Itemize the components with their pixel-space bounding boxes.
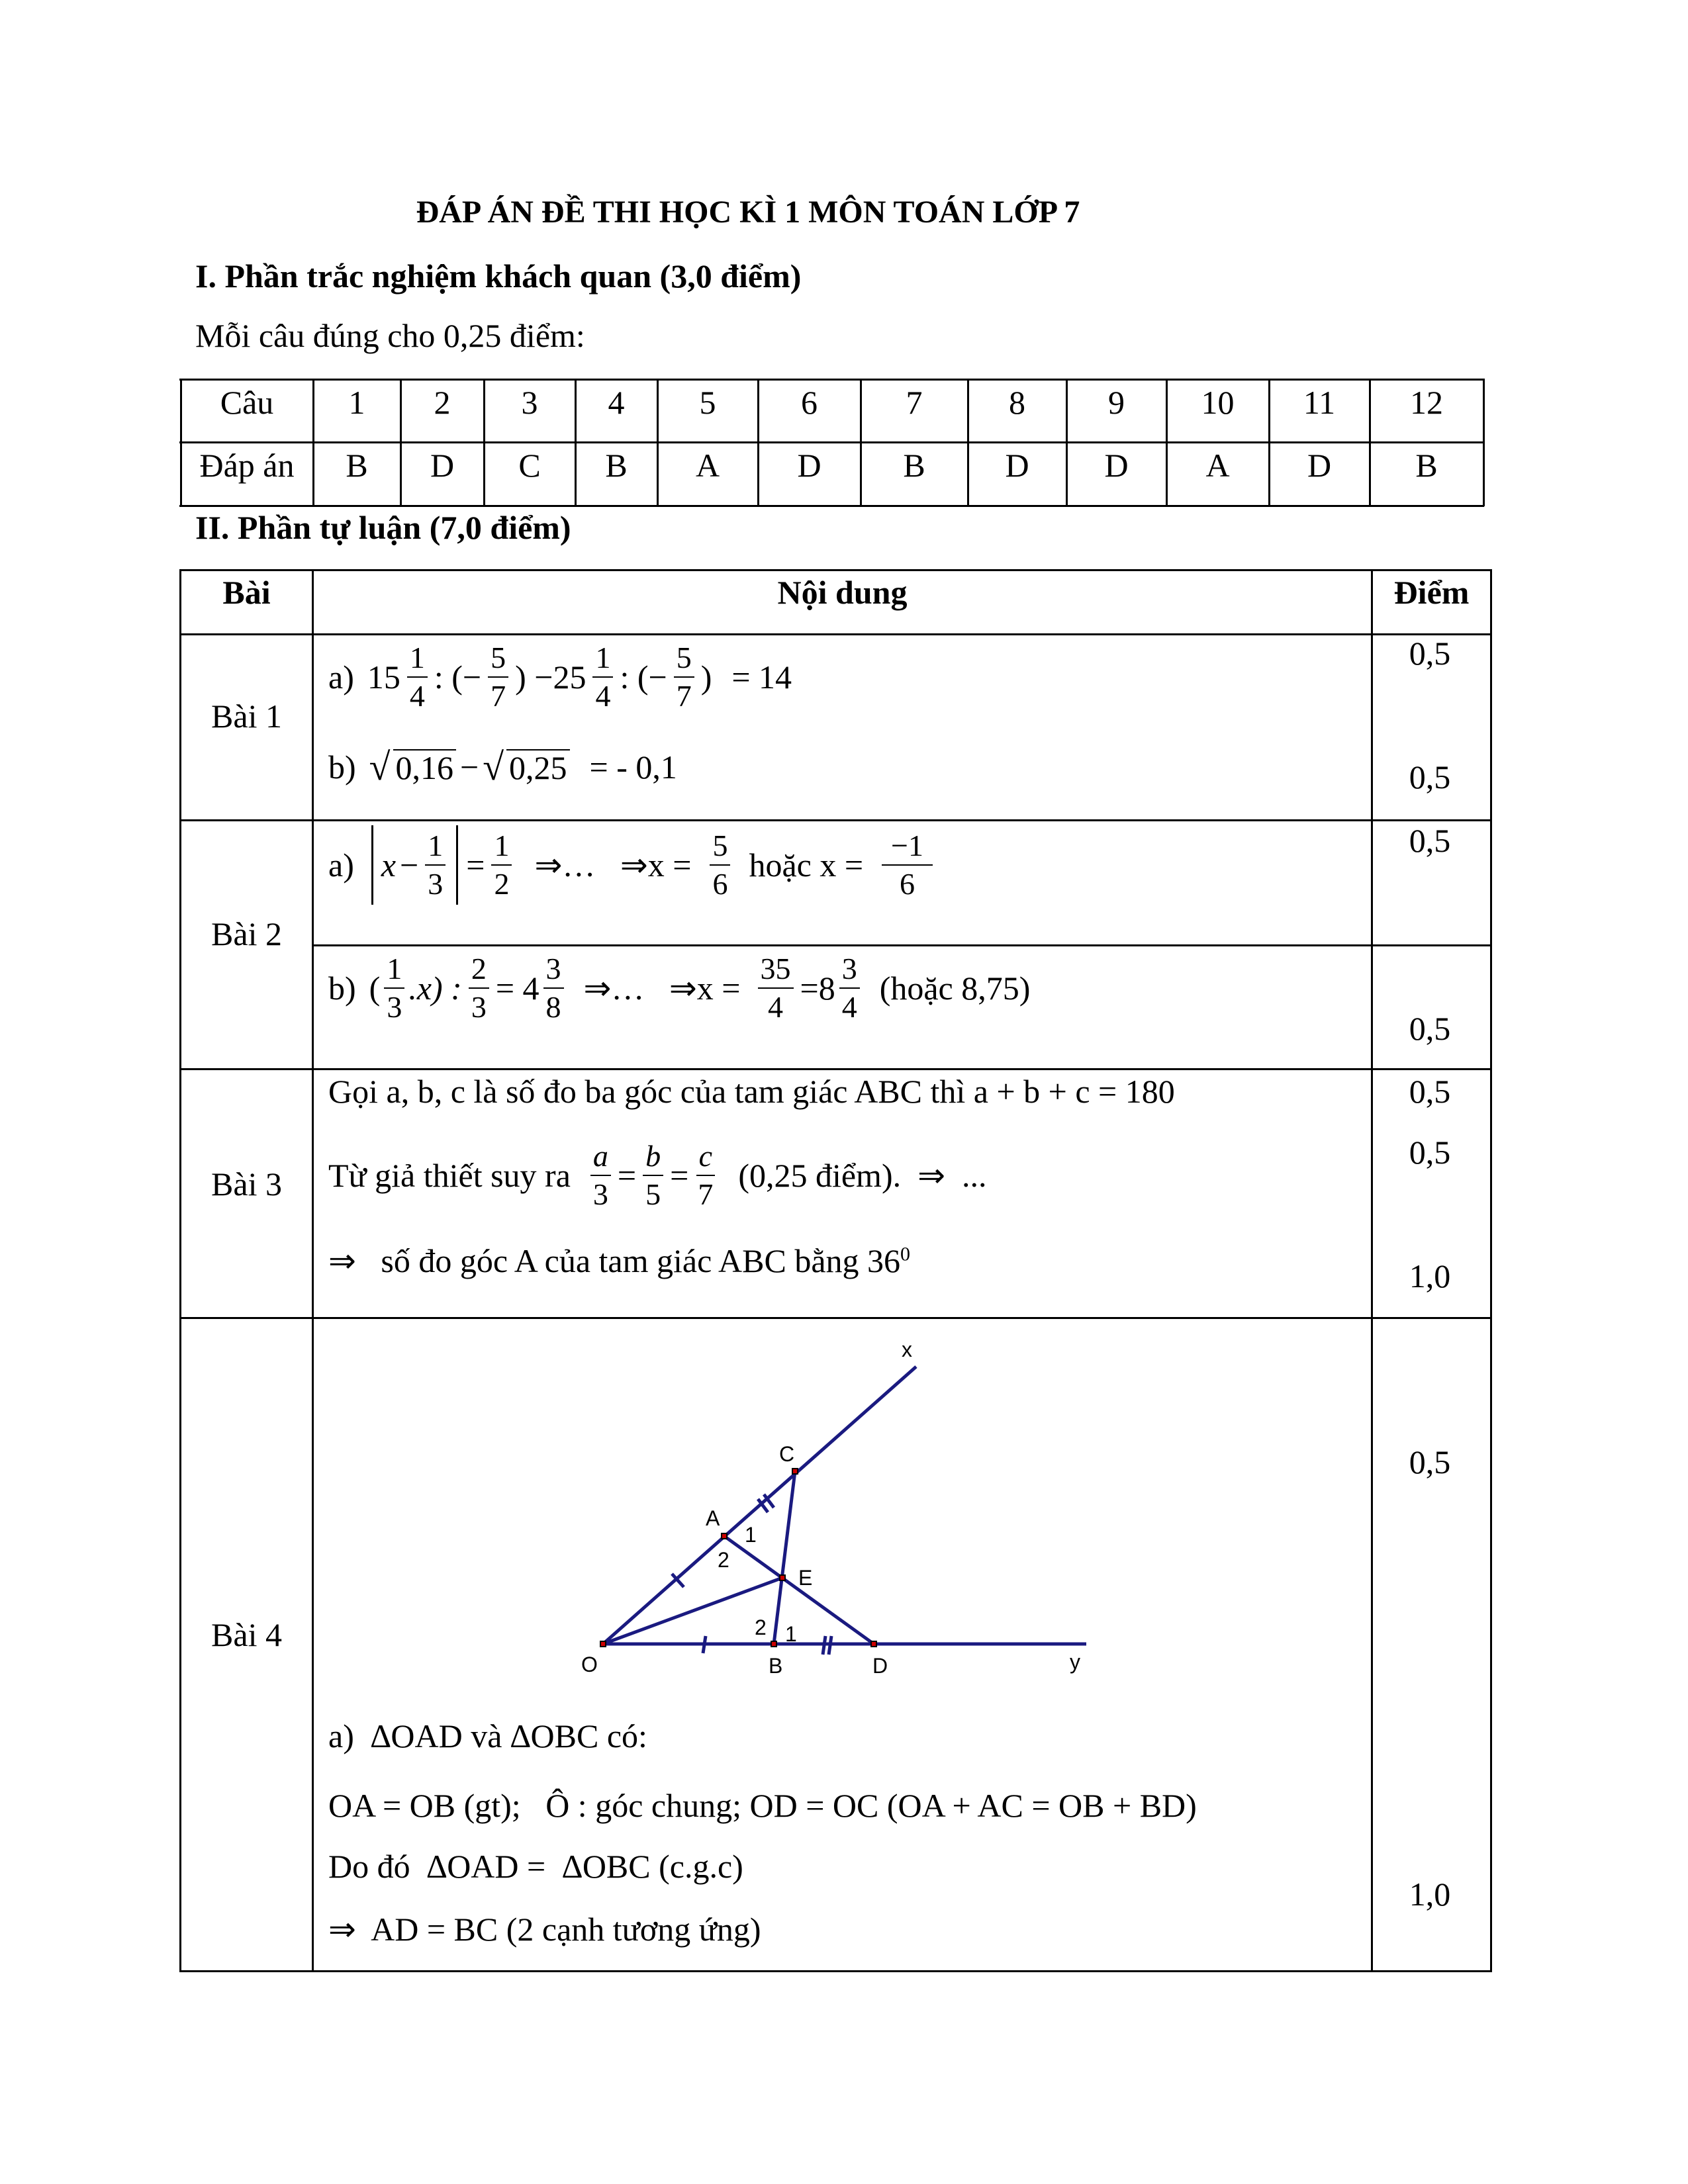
- question-number-cell: 11: [1303, 384, 1336, 421]
- question-number-cell: 10: [1201, 384, 1235, 421]
- denominator: 6: [712, 867, 728, 901]
- prefix: a): [328, 659, 354, 696]
- numerator: 35: [758, 950, 794, 989]
- result: = 14: [731, 659, 792, 696]
- score: 0,5: [1409, 758, 1451, 796]
- numerator: 1: [592, 639, 613, 678]
- operator: ) −25: [515, 659, 586, 696]
- operator: : (−: [620, 659, 667, 696]
- label-angle-a1: 1: [745, 1523, 757, 1547]
- question-number-cell: 5: [699, 384, 716, 421]
- text: ⇒ số đo góc A của tam giác ABC bằng 36: [328, 1242, 901, 1279]
- answer-cell: B: [346, 447, 368, 484]
- operator: −: [400, 846, 419, 884]
- operator: ): [700, 659, 712, 696]
- sqrt-icon: √: [369, 745, 391, 788]
- numerator: 2: [469, 950, 489, 989]
- score: 0,5: [1409, 1443, 1451, 1480]
- prefix: b): [328, 970, 356, 1007]
- point-e: [780, 1575, 785, 1580]
- implication: ⇒… ⇒x =: [583, 970, 741, 1007]
- bai4-label: Bài 4: [211, 1616, 282, 1653]
- label-y: y: [1070, 1650, 1080, 1674]
- numerator: 5: [488, 639, 508, 678]
- label-d: D: [872, 1654, 888, 1678]
- bai1-label: Bài 1: [211, 698, 282, 735]
- question-number-cell: 7: [906, 384, 923, 421]
- answer-cell: D: [1104, 447, 1129, 484]
- point-a: [722, 1533, 727, 1539]
- numerator: 1: [425, 827, 445, 866]
- radicand: 0,25: [506, 749, 570, 785]
- text: Từ giả thiết suy ra: [328, 1156, 571, 1194]
- label-b: B: [769, 1654, 783, 1678]
- bai3-line1: Gọi a, b, c là số đo ba góc của tam giác ABC thì a + b + c = 180: [328, 1073, 1175, 1110]
- tail: (0,25 điểm). ⇒ ...: [738, 1156, 987, 1194]
- point-d: [871, 1641, 876, 1647]
- denominator: 7: [676, 679, 692, 713]
- numerator: 1: [407, 639, 428, 678]
- label-angle-b1: 1: [785, 1622, 797, 1646]
- denominator: 7: [698, 1177, 714, 1211]
- answer-cell: A: [1205, 447, 1230, 484]
- operator: =: [670, 1156, 689, 1194]
- denominator: 5: [645, 1177, 661, 1211]
- answer-cell: D: [797, 447, 821, 484]
- numerator: 5: [710, 827, 730, 866]
- alternative: (hoặc 8,75): [879, 970, 1031, 1007]
- header-noidung: Nội dung: [777, 574, 908, 611]
- score: 0,5: [1409, 822, 1451, 859]
- score: 0,5: [1409, 1073, 1451, 1110]
- label-x: x: [902, 1338, 912, 1361]
- numerator: 3: [543, 950, 564, 989]
- answer-row-label: Đáp án: [199, 447, 295, 484]
- sqrt-icon: √: [483, 745, 504, 788]
- operator: : (−: [434, 659, 482, 696]
- bai4-line2: OA = OB (gt); Ô : góc chung; OD = OC (OA + AC = OB + BD): [328, 1787, 1197, 1824]
- question-row-label: Câu: [220, 384, 274, 421]
- tick-bd: [829, 1636, 831, 1655]
- answer-cell: C: [518, 447, 541, 484]
- question-number-cell: 8: [1009, 384, 1025, 421]
- point-c: [792, 1469, 798, 1474]
- denominator: 7: [491, 679, 506, 713]
- tick-bd: [823, 1636, 825, 1655]
- implication: ⇒… ⇒x =: [534, 846, 692, 884]
- label-angle-b2: 2: [755, 1615, 767, 1639]
- denominator: 4: [409, 679, 425, 713]
- operator: =: [617, 1156, 637, 1194]
- part2-heading: II. Phần tự luận (7,0 điểm): [195, 509, 571, 546]
- operator: = 4: [495, 970, 539, 1007]
- label-angle-a2: 2: [718, 1548, 729, 1572]
- label-e: E: [798, 1566, 813, 1590]
- answer-cell: D: [430, 447, 455, 484]
- part1-note: Mỗi câu đúng cho 0,25 điểm:: [195, 317, 585, 354]
- denominator: 3: [387, 990, 402, 1024]
- denominator: 3: [428, 867, 444, 901]
- question-number-cell: 3: [521, 384, 538, 421]
- or-text: hoặc x =: [749, 846, 864, 884]
- denominator: 6: [900, 867, 915, 901]
- score: 1,0: [1409, 1876, 1451, 1913]
- numerator: −1: [882, 827, 933, 866]
- operator: −: [460, 748, 479, 786]
- bai4-line4: ⇒ AD = BC (2 cạnh tương ứng): [328, 1911, 761, 1948]
- page-title: ĐÁP ÁN ĐỀ THI HỌC KÌ 1 MÔN TOÁN LỚP 7: [416, 195, 1080, 230]
- header-bai: Bài: [222, 574, 271, 611]
- answer-cell: D: [1005, 447, 1029, 484]
- label-c: C: [779, 1442, 795, 1466]
- score: 0,5: [1409, 635, 1451, 672]
- variable: .x) :: [408, 970, 462, 1007]
- answer-cell: B: [903, 447, 925, 484]
- paren: (: [369, 970, 381, 1007]
- operator: =8: [800, 970, 835, 1007]
- question-number-cell: 6: [801, 384, 818, 421]
- numerator: 3: [839, 950, 860, 989]
- numerator: 1: [491, 827, 512, 866]
- numerator: c: [696, 1138, 715, 1176]
- part1-heading: I. Phần trắc nghiệm khách quan (3,0 điểm): [195, 257, 802, 295]
- score: 0,5: [1409, 1010, 1451, 1047]
- numerator: a: [590, 1138, 611, 1176]
- result: = - 0,1: [589, 748, 677, 786]
- variable: x: [381, 846, 397, 884]
- tick-ob: [703, 1636, 706, 1653]
- degree: 0: [900, 1243, 911, 1265]
- label-a: A: [706, 1506, 720, 1530]
- question-number-cell: 2: [434, 384, 451, 421]
- denominator: 8: [545, 990, 561, 1024]
- point-o: [600, 1641, 606, 1647]
- denominator: 3: [592, 1177, 608, 1211]
- question-number-cell: 12: [1410, 384, 1443, 421]
- question-number-cell: 1: [348, 384, 365, 421]
- denominator: 2: [494, 867, 510, 901]
- header-diem: Điểm: [1393, 574, 1470, 611]
- bai4-line1: a) ∆OAD và ∆OBC có:: [328, 1717, 647, 1754]
- answer-cell: A: [695, 447, 720, 484]
- denominator: 4: [595, 679, 611, 713]
- denominator: 4: [768, 990, 784, 1024]
- numerator: b: [643, 1138, 663, 1176]
- denominator: 3: [471, 990, 487, 1024]
- question-number-cell: 9: [1108, 384, 1125, 421]
- denominator: 4: [841, 990, 857, 1024]
- radicand: 0,16: [393, 749, 457, 785]
- label-o: O: [581, 1653, 598, 1676]
- ray-ox: [603, 1367, 916, 1644]
- prefix: b): [328, 748, 356, 786]
- bai2-label: Bài 2: [211, 915, 282, 952]
- numerator: 1: [384, 950, 404, 989]
- answer-cell: B: [1415, 447, 1438, 484]
- bai4-line3: Do đó ∆OAD = ∆OBC (c.g.c): [328, 1848, 743, 1885]
- score: 0,5: [1409, 1134, 1451, 1171]
- question-number-cell: 4: [608, 384, 625, 421]
- answer-cell: B: [605, 447, 628, 484]
- bai3-label: Bài 3: [211, 1165, 282, 1203]
- answer-cell: D: [1307, 447, 1332, 484]
- whole: 15: [367, 659, 400, 696]
- prefix: a): [328, 846, 354, 884]
- score: 1,0: [1409, 1257, 1451, 1295]
- numerator: 5: [674, 639, 694, 678]
- segment-bc: [774, 1471, 795, 1644]
- point-b: [771, 1641, 776, 1647]
- operator: =: [466, 846, 485, 884]
